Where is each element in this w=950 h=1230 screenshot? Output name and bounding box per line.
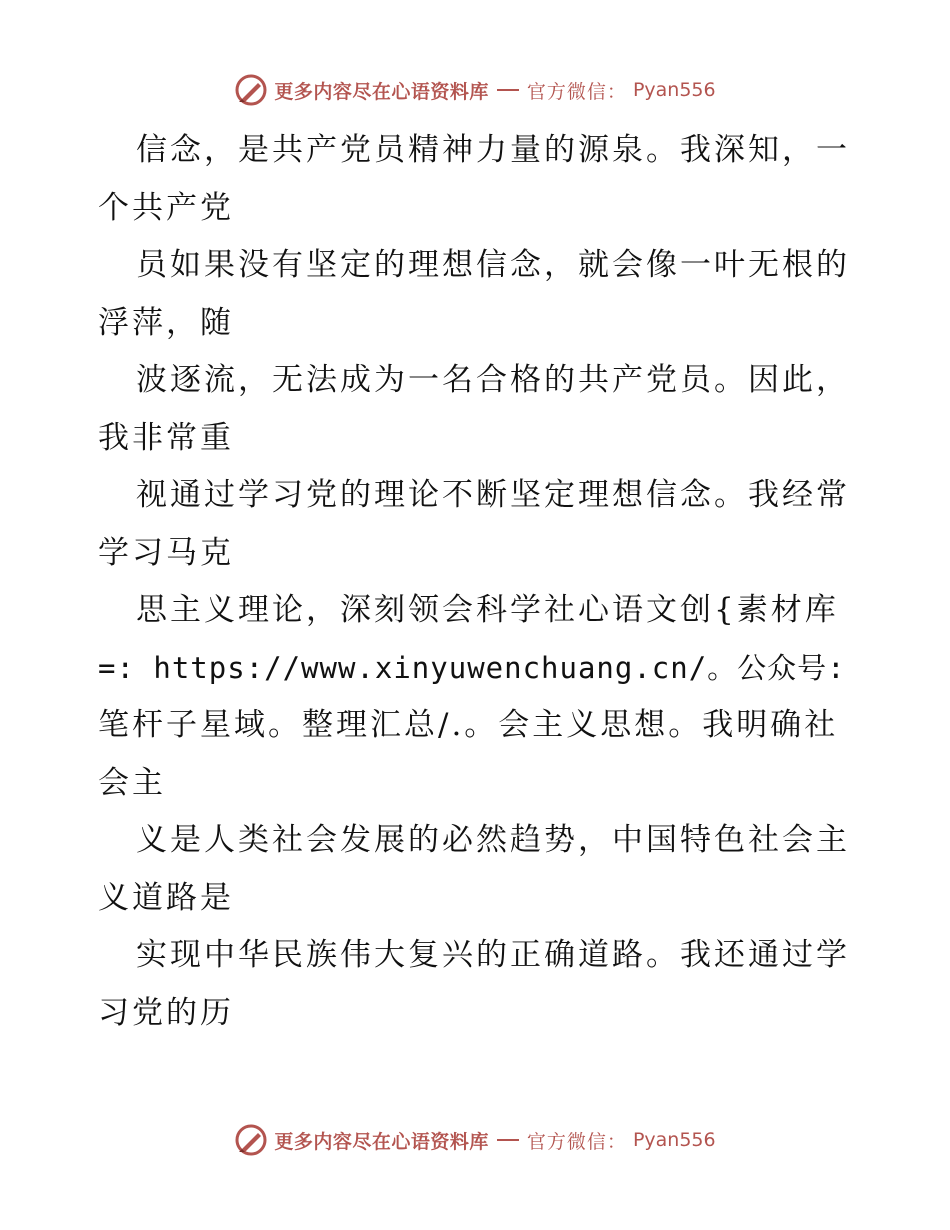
body-line: 笔杆子星域。整理汇总/.。会主义思想。我明确社 [98,707,839,743]
footer-banner [0,1120,950,1160]
body-line: 波逐流，无法成为一名合格的共产党员。因此， [136,362,850,398]
pen-circle-logo-icon [234,73,268,107]
footer-banner-content [234,1123,715,1157]
header-banner-content [234,73,715,107]
body-line: 员如果没有坚定的理想信念，就会像一叶无根的 [136,247,850,283]
footer-wechat-label: 官方微信： [526,1130,627,1153]
body-line: 实现中华民族伟大复兴的正确道路。我还通过学 [136,937,850,973]
header-wechat-label: 官方微信： [526,80,627,103]
body-line: 我非常重 [98,419,234,456]
header-wechat-id: Pyan556 [632,79,716,101]
header-banner [0,70,950,110]
body-line: 会主 [98,764,166,801]
body-line: 思主义理论，深刻领会科学社心语文创{素材库 [136,592,839,628]
header-site-text: 更多内容尽在心语资料库 [274,80,489,103]
footer-dash [497,1139,519,1141]
body-line: 信念，是共产党员精神力量的源泉。我深知，一 [136,132,850,168]
body-line: 义是人类社会发展的必然趋势，中国特色社会主 [136,822,850,858]
document-body [98,122,858,1042]
header-dash [497,89,519,91]
pen-circle-logo-icon [234,1123,268,1157]
body-line: 浮萍，随 [98,304,234,341]
body-line: 视通过学习党的理论不断坚定理想信念。我经常 [136,477,850,513]
body-line: 习党的历 [98,994,234,1031]
body-line: 个共产党 [98,189,234,226]
body-line-url: =: https://www.xinyuwenchuang.cn/。公众号: [98,650,846,685]
footer-wechat-id: Pyan556 [632,1129,716,1151]
body-line: 学习马克 [98,534,234,571]
footer-site-text: 更多内容尽在心语资料库 [274,1130,489,1153]
body-line: 义道路是 [98,879,234,916]
